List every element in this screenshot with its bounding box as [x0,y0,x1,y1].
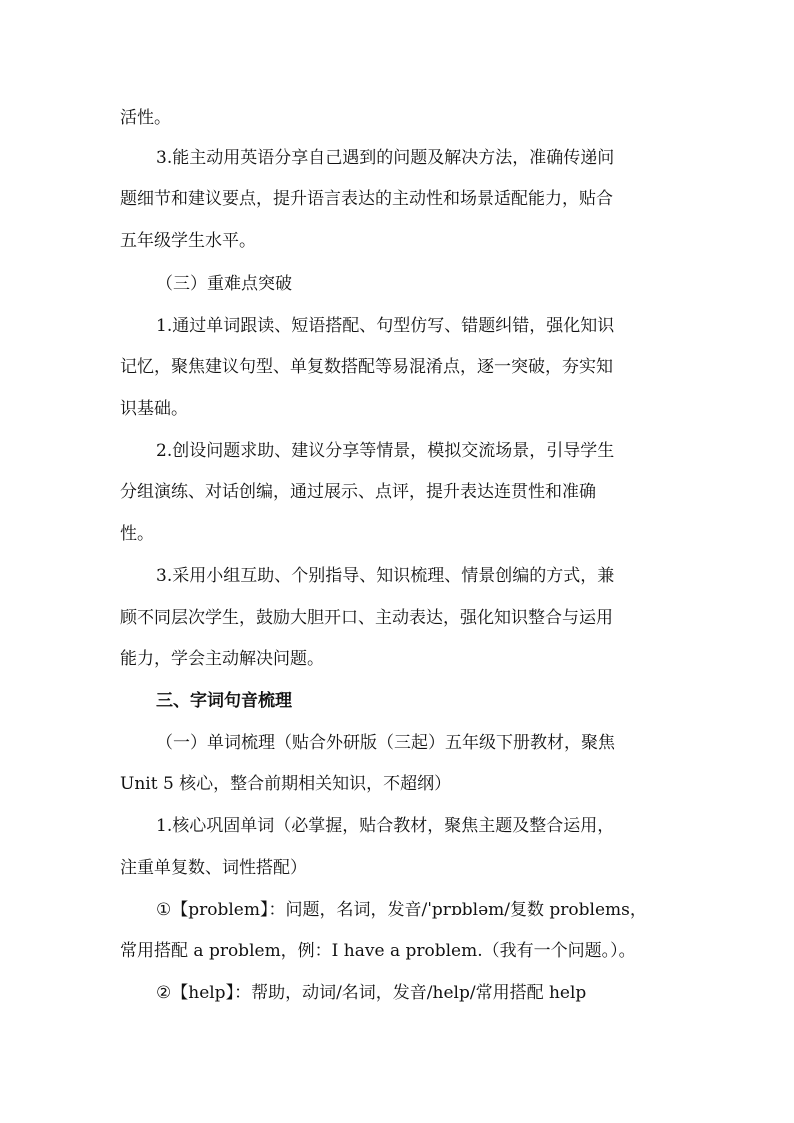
vocab-entry-line: ①【problem】：问题，名词，发音/ˈprɒbləm/复数 problems， [156,900,647,920]
section-subheading: （一）单词梳理（贴合外研版（三起）五年级下册教材，聚焦 [156,733,615,753]
vocab-entry-line: 常用搭配 a problem，例：I have a problem.（我有一个问题。）。 [120,941,636,961]
paragraph-line: 3.能主动用英语分享自己遇到的问题及解决方法，准确传递问 [156,148,615,168]
section-subheading: （三）重难点突破 [156,274,292,294]
paragraph-line: 识基础。 [120,399,188,419]
paragraph-line: 五年级学生水平。 [120,231,256,251]
paragraph-line: Unit 5 核心，整合前期相关知识，不超纲） [120,774,452,794]
paragraph-line: 分组演练、对话创编，通过展示、点评，提升表达连贯性和准确 [120,482,596,502]
paragraph-line: 记忆，聚焦建议句型、单复数搭配等易混淆点，逐一突破，夯实知 [120,357,613,377]
paragraph-line: 活性。 [120,108,171,128]
vocab-entry-line: ②【help】：帮助，动词/名词，发音/help/常用搭配 help [156,983,587,1003]
paragraph-line: 2.创设问题求助、建议分享等情景，模拟交流场景，引导学生 [156,441,615,461]
paragraph-line: 性。 [120,524,154,544]
paragraph-line: 顾不同层次学生，鼓励大胆开口、主动表达，强化知识整合与运用 [120,608,613,628]
paragraph-line: 1.核心巩固单词（必掌握，贴合教材，聚焦主题及整合运用， [156,816,615,836]
paragraph-line: 3.采用小组互助、个别指导、知识梳理、情景创编的方式，兼 [156,566,615,586]
section-heading: 三、字词句音梳理 [156,691,292,711]
paragraph-line: 1.通过单词跟读、短语搭配、句型仿写、错题纠错，强化知识 [156,316,615,336]
paragraph-line: 题细节和建议要点，提升语言表达的主动性和场景适配能力，贴合 [120,189,613,209]
paragraph-line: 能力，学会主动解决问题。 [120,649,324,669]
paragraph-line: 注重单复数、词性搭配） [120,858,307,878]
